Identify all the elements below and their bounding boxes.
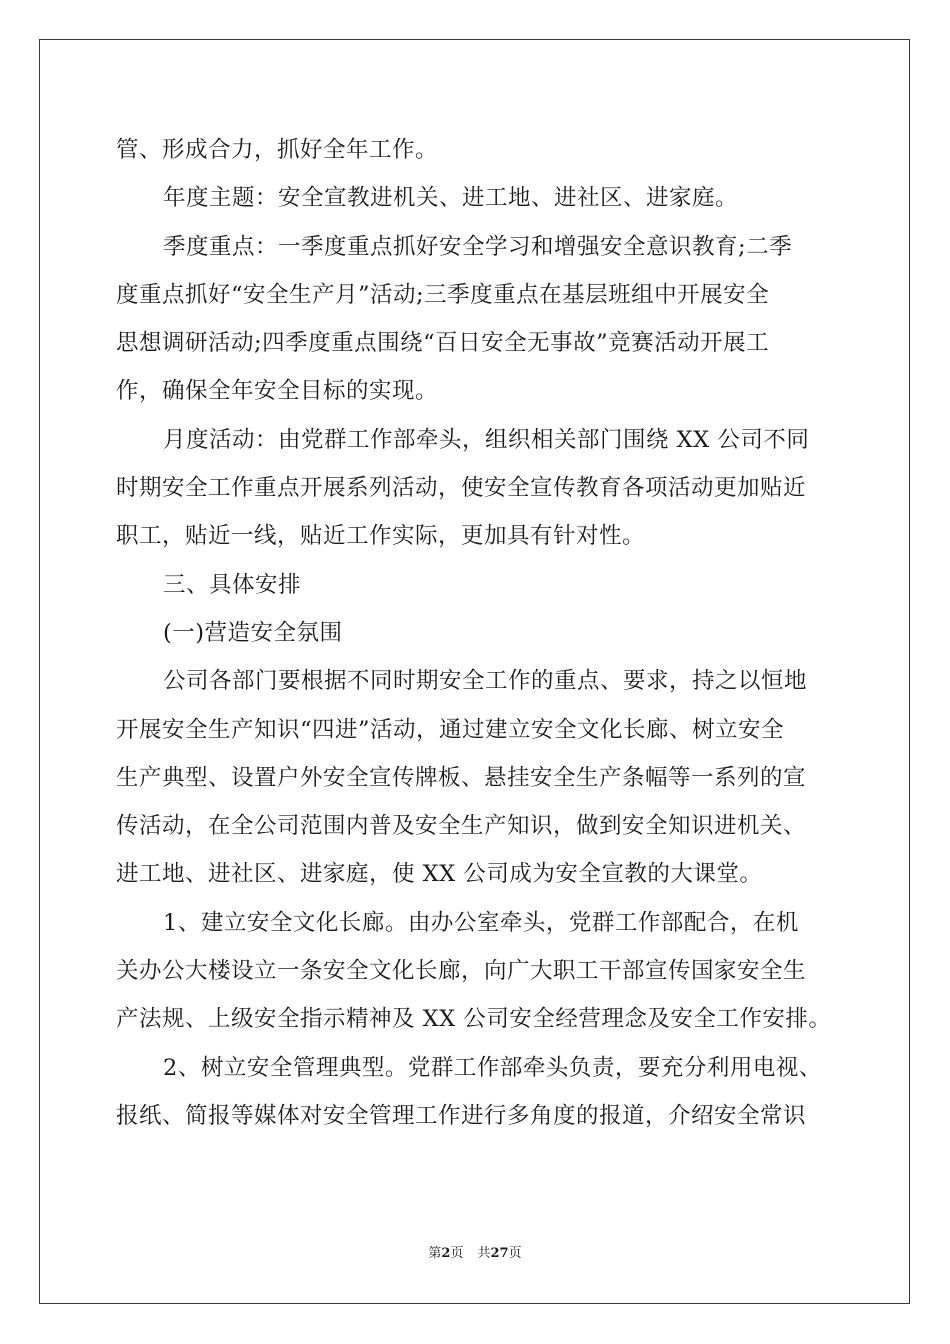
total-prefix: 共 [477, 1246, 491, 1261]
page-suffix: 页 [450, 1246, 464, 1261]
text-line: 管、形成合力，抓好全年工作。 [116, 137, 439, 163]
text-line: 作，确保全年安全目标的实现。 [116, 378, 439, 405]
text-line: 季度重点：一季度重点抓好安全学习和增强安全意识教育;二季 [163, 233, 793, 260]
text-line: 报纸、简报等媒体对安全管理工作进行多角度的报道，介绍安全常识 [116, 1102, 807, 1129]
subsection-heading: (一)营造安全氛围 [163, 619, 343, 646]
total-suffix: 页 [508, 1246, 522, 1261]
text-line: 开展安全生产知识“四进”活动，通过建立安全文化长廊、树立安全 [116, 716, 785, 743]
section-heading: 三、具体安排 [163, 571, 302, 598]
text-line: 度重点抓好“安全生产月”活动;三季度重点在基层班组中开展安全 [116, 281, 770, 308]
text-line: 公司各部门要根据不同时期安全工作的重点、要求，持之以恒地 [163, 668, 808, 695]
document-body [116, 126, 836, 1140]
page-current: 2 [441, 1246, 451, 1261]
text-line: 关办公大楼设立一条安全文化长廊，向广大职工干部宣传国家安全生 [116, 958, 807, 985]
text-line: 传活动，在全公司范围内普及安全生产知识，做到安全知识进机关、 [116, 813, 807, 840]
page-total: 27 [490, 1246, 509, 1261]
text-line: 生产典型、设置户外安全宣传牌板、悬挂安全生产条幅等一系列的宣 [116, 764, 807, 791]
text-line: 1、建立安全文化长廊。由办公室牵头，党群工作部配合，在机 [163, 909, 799, 936]
text-line: 年度主题：安全宣教进机关、进工地、进社区、进家庭。 [163, 185, 739, 212]
text-line: 产法规、上级安全指示精神及 XX 公司安全经营理念及安全工作安排。 [116, 1006, 832, 1033]
text-line: 思想调研活动;四季度重点围绕“百日安全无事故”竞赛活动开展工 [116, 330, 770, 357]
text-line: 进工地、进社区、进家庭，使 XX 公司成为安全宣教的大课堂。 [116, 861, 763, 888]
text-line: 2、树立安全管理典型。党群工作部牵头负责，要充分利用电视、 [163, 1054, 822, 1081]
page-prefix: 第 [428, 1246, 442, 1261]
text-line: 月度活动：由党群工作部牵头，组织相关部门围绕 XX 公司不同 [163, 426, 810, 453]
text-line: 职工，贴近一线，贴近工作实际，更加具有针对性。 [116, 523, 646, 550]
text-line: 时期安全工作重点开展系列活动，使安全宣传教育各项活动更加贴近 [116, 475, 807, 502]
page-footer [0, 1245, 950, 1263]
